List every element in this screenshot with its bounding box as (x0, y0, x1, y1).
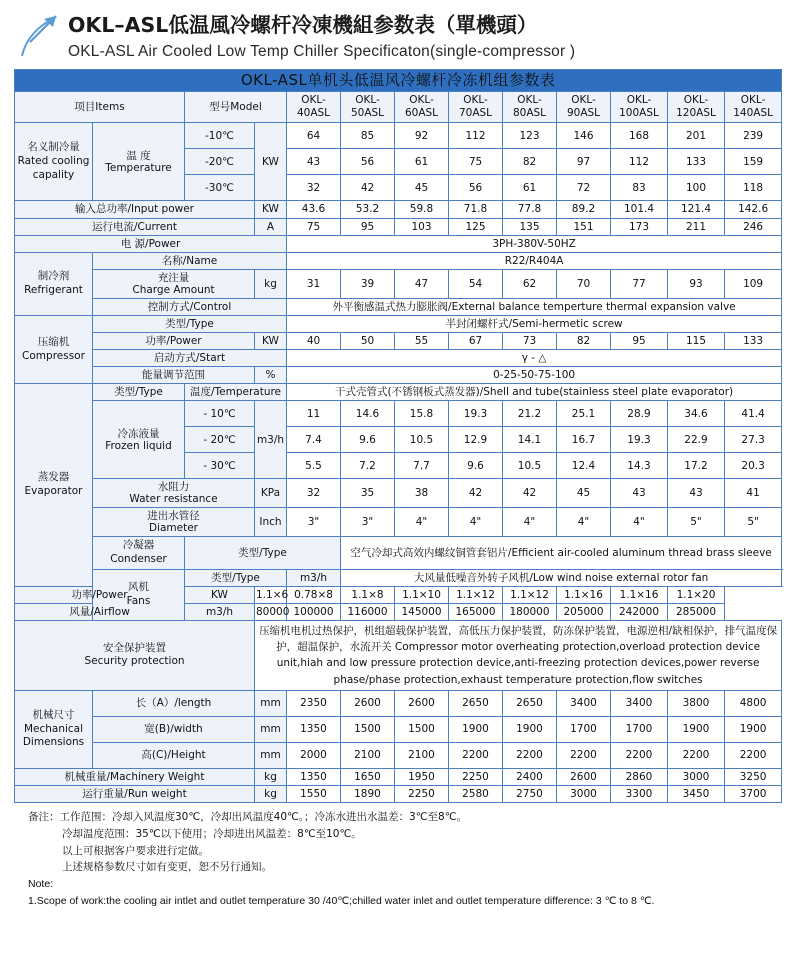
model-col-0: OKL-40ASL (287, 92, 341, 123)
table-cell: 12.4 (557, 453, 611, 479)
table-banner: OKL-ASL单机头低温风冷螺杆冷冻机组参数表 (15, 69, 782, 91)
table-cell: 34.6 (668, 401, 725, 427)
refrigerant-name-label: 名称/Name (93, 252, 287, 269)
table-cell: 242000 (611, 603, 668, 620)
table-cell: 7.4 (287, 427, 341, 453)
table-cell: 3" (341, 508, 395, 537)
table-cell: 4" (611, 508, 668, 537)
compressor-type-value: 半封闭螺杆式/Semi-hermetic screw (287, 315, 782, 332)
table-cell: 1.1×8 (341, 586, 395, 603)
frozen-temp-0: - 10℃ (185, 401, 255, 427)
table-cell: 2750 (503, 786, 557, 803)
table-cell: 93 (668, 269, 725, 298)
table-cell: 45 (395, 175, 449, 201)
length-label: 长（A）/length (93, 690, 255, 716)
table-cell: 109 (725, 269, 782, 298)
table-cell: 2350 (287, 690, 341, 716)
fans-airflow-unit: m3/h (185, 603, 255, 620)
refrigerant-control-value: 外平衡感温式热力膨胀阀/External balance temperture thermal expansion valve (287, 298, 782, 315)
table-cell: 2650 (503, 690, 557, 716)
notes-cn-line-0 (28, 809, 776, 826)
security-label: 安全保护装置 Security protection (15, 620, 255, 690)
table-cell: 285000 (668, 603, 725, 620)
table-cell: 1.1×20 (668, 586, 725, 603)
notes-cn-line-1: 冷却温度范围：35℃以下使用；冷却进出风温差：8℃至10℃。 (62, 827, 362, 840)
frozen-temp-1: - 20℃ (185, 427, 255, 453)
table-cell: 103 (395, 218, 449, 235)
table-cell: 62 (503, 269, 557, 298)
model-col-3: OKL-70ASL (449, 92, 503, 123)
model-col-4: OKL-80ASL (503, 92, 557, 123)
table-cell: 43 (611, 479, 668, 508)
table-cell: 20.3 (725, 453, 782, 479)
frozen-liquid-unit: m3/h (255, 401, 287, 479)
notes-cn-title: 备注： (28, 811, 60, 824)
table-cell: 2200 (611, 742, 668, 768)
table-cell: 142.6 (725, 201, 782, 218)
table-cell: 1900 (725, 716, 782, 742)
table-cell: 11 (287, 401, 341, 427)
table-cell: 211 (668, 218, 725, 235)
table-cell: 5" (668, 508, 725, 537)
table-cell: 1900 (503, 716, 557, 742)
table-cell: 1700 (611, 716, 668, 742)
table-cell: 67 (449, 332, 503, 349)
fans-label: 风机 Fans (93, 569, 185, 620)
condenser-label: 冷凝器 Condenser (93, 537, 185, 569)
table-cell: 43 (668, 479, 725, 508)
table-cell: 3800 (668, 690, 725, 716)
evaporator-type-label: 类型/Type (93, 384, 185, 401)
table-cell: 1350 (287, 768, 341, 785)
table-cell: 95 (341, 218, 395, 235)
table-cell: 2400 (503, 768, 557, 785)
power-supply-value: 3PH-380V-50HZ (287, 235, 782, 252)
table-cell: 5.5 (287, 453, 341, 479)
condenser-type-label: 类型/Type (185, 537, 341, 569)
table-cell: 2600 (395, 690, 449, 716)
current-unit: A (255, 218, 287, 235)
model-col-2: OKL-60ASL (395, 92, 449, 123)
width-label: 宽(B)/width (93, 716, 255, 742)
power-supply-label: 电 源/Power (15, 235, 287, 252)
rated-cooling-label: 名义制冷量 Rated cooling capality (15, 123, 93, 201)
compressor-capacity-label: 能量调节范围 (93, 367, 255, 384)
table-cell: 38 (395, 479, 449, 508)
table-cell: 205000 (557, 603, 611, 620)
table-cell: 3000 (668, 768, 725, 785)
table-cell: 2200 (449, 742, 503, 768)
table-cell: 1550 (287, 786, 341, 803)
table-cell: 3450 (668, 786, 725, 803)
fans-power-label: 功率/Power (15, 586, 185, 603)
fans-power-unit: KW (185, 586, 255, 603)
compressor-capacity-unit: % (255, 367, 287, 384)
table-cell: 100000 (287, 603, 341, 620)
rated-cooling-temp-2: -30℃ (185, 175, 255, 201)
dimensions-label: 机械尺寸 Mechanical Dimensions (15, 690, 93, 768)
table-cell: 4" (503, 508, 557, 537)
table-cell: 14.6 (341, 401, 395, 427)
rated-cooling-temp-0: -10℃ (185, 123, 255, 149)
run-weight-label: 运行重量/Run weight (15, 786, 255, 803)
table-cell: 1.1×16 (611, 586, 668, 603)
security-text (255, 620, 782, 690)
fans-type-label: 类型/Type (185, 569, 287, 586)
table-cell: 14.3 (611, 453, 668, 479)
refrigerant-name-value: R22/R404A (287, 252, 782, 269)
table-cell: 97 (557, 149, 611, 175)
table-cell: 21.2 (503, 401, 557, 427)
table-cell: 3250 (725, 768, 782, 785)
table-cell: 56 (341, 149, 395, 175)
table-cell: 77.8 (503, 201, 557, 218)
table-cell: 42 (503, 479, 557, 508)
table-cell: 135 (503, 218, 557, 235)
table-cell: 100 (668, 175, 725, 201)
table-cell: 112 (449, 123, 503, 149)
table-cell: 75 (449, 149, 503, 175)
notes-cn-line-2: 以上可根据客户要求进行定做。 (62, 844, 209, 857)
compressor-power-unit: KW (255, 332, 287, 349)
model-col-7: OKL-120ASL (668, 92, 725, 123)
table-cell: 73 (503, 332, 557, 349)
rated-cooling-unit: KW (255, 123, 287, 201)
table-cell: 42 (449, 479, 503, 508)
table-cell: 85 (341, 123, 395, 149)
table-cell: 71.8 (449, 201, 503, 218)
table-cell: 1.1×10 (395, 586, 449, 603)
table-cell: 53.2 (341, 201, 395, 218)
table-cell: 43.6 (287, 201, 341, 218)
evaporator-temp-header: 温度/Temperature (185, 384, 287, 401)
table-cell: 2650 (449, 690, 503, 716)
table-cell: 1350 (287, 716, 341, 742)
table-cell: 151 (557, 218, 611, 235)
frozen-temp-2: - 30℃ (185, 453, 255, 479)
table-cell: 1900 (668, 716, 725, 742)
table-cell: 43 (287, 149, 341, 175)
table-cell: 1.1×6 (255, 586, 287, 603)
table-cell: 41 (725, 479, 782, 508)
table-cell: 101.4 (611, 201, 668, 218)
input-power-label: 输入总功率/Input power (15, 201, 255, 218)
table-cell: 133 (725, 332, 782, 349)
diameter-unit: Inch (255, 508, 287, 537)
table-cell: 239 (725, 123, 782, 149)
table-cell: 64 (287, 123, 341, 149)
table-cell: 59.8 (395, 201, 449, 218)
fans-type-value: 大风量低噪音外转子风机/Low wind noise external rotor fan (341, 569, 782, 586)
current-label: 运行电流/Current (15, 218, 255, 235)
compressor-start-value: γ - △ (287, 350, 782, 367)
evaporator-label: 蒸发器 Evaporator (15, 384, 93, 587)
input-power-unit: KW (255, 201, 287, 218)
table-cell: 80000 (255, 603, 287, 620)
table-cell: 72 (557, 175, 611, 201)
table-cell: 201 (668, 123, 725, 149)
table-cell: 159 (725, 149, 782, 175)
table-cell: 7.2 (341, 453, 395, 479)
table-cell: 173 (611, 218, 668, 235)
table-cell: 115 (668, 332, 725, 349)
table-cell: 2200 (503, 742, 557, 768)
table-cell: 1500 (395, 716, 449, 742)
table-cell: 1950 (395, 768, 449, 785)
table-cell: 145000 (395, 603, 449, 620)
table-cell: 75 (287, 218, 341, 235)
table-cell: 22.9 (668, 427, 725, 453)
table-cell: 3300 (611, 786, 668, 803)
table-cell: 125 (449, 218, 503, 235)
frozen-liquid-label: 冷冻液量 Frozen liquid (93, 401, 185, 479)
length-unit: mm (255, 690, 287, 716)
notes-en-title: Note: (28, 878, 54, 891)
compressor-start-label: 启动方式/Start (93, 350, 287, 367)
table-cell: 3700 (725, 786, 782, 803)
table-cell: 1650 (341, 768, 395, 785)
notes-cn-text-0: 工作范围：冷却入风温度30℃，冷却出风温度40℃。；冷冻水进出水温差：3℃至8℃。 (59, 811, 467, 824)
table-cell: 2600 (557, 768, 611, 785)
table-cell: 42 (341, 175, 395, 201)
security-text-en: Compressor motor overheating protection,overload protection device unit,hiah and low pressure protection device,anti-freezing protection devices,power reverse phase/phase protection,exhaust temperature protection,flow switches (276, 641, 761, 686)
table-cell: 16.7 (557, 427, 611, 453)
compressor-capacity-value: 0-25-50-75-100 (287, 367, 782, 384)
table-cell: 39 (341, 269, 395, 298)
height-label: 高(C)/Height (93, 742, 255, 768)
table-cell: 2600 (341, 690, 395, 716)
items-header: 项目Items (15, 92, 185, 123)
refrigerant-control-label: 控制方式/Control (93, 298, 287, 315)
table-cell: 82 (557, 332, 611, 349)
table-cell: 116000 (341, 603, 395, 620)
water-resistance-label: 水阻力 Water resistance (93, 479, 255, 508)
page-title-en: OKL-ASL Air Cooled Low Temp Chiller Specificaton(single-compressor ) (68, 42, 576, 60)
compressor-power-label: 功率/Power (93, 332, 255, 349)
table-cell: 112 (611, 149, 668, 175)
refrigerant-label: 制冷剂 Refrigerant (15, 252, 93, 315)
table-cell: 2580 (449, 786, 503, 803)
notes-cn-line-3: 上述规格参数尺寸如有变更，恕不另行通知。 (62, 861, 272, 874)
table-cell: 32 (287, 479, 341, 508)
fans-type-unit: m3/h (287, 569, 341, 586)
table-cell: 1700 (557, 716, 611, 742)
table-cell: 4800 (725, 690, 782, 716)
machinery-weight-label: 机械重量/Machinery Weight (15, 768, 255, 785)
table-cell: 89.2 (557, 201, 611, 218)
rated-cooling-temp-1: -20℃ (185, 149, 255, 175)
table-cell: 77 (611, 269, 668, 298)
table-cell: 246 (725, 218, 782, 235)
notes-block (14, 809, 776, 910)
table-cell: 4" (395, 508, 449, 537)
table-cell: 83 (611, 175, 668, 201)
document-header (14, 8, 776, 69)
table-cell: 7.7 (395, 453, 449, 479)
table-cell: 3400 (557, 690, 611, 716)
table-cell: 1500 (341, 716, 395, 742)
arrow-swoosh-logo-icon (16, 12, 60, 58)
table-cell: 5" (725, 508, 782, 537)
table-cell: 54 (449, 269, 503, 298)
table-cell: 2100 (395, 742, 449, 768)
table-cell: 146 (557, 123, 611, 149)
table-cell: 10.5 (395, 427, 449, 453)
table-cell: 4" (449, 508, 503, 537)
table-cell: 2250 (449, 768, 503, 785)
table-cell: 40 (287, 332, 341, 349)
table-cell: 3400 (611, 690, 668, 716)
model-col-8: OKL-140ASL (725, 92, 782, 123)
table-cell: 0.78×8 (287, 586, 341, 603)
table-cell: 165000 (449, 603, 503, 620)
width-unit: mm (255, 716, 287, 742)
table-cell: 92 (395, 123, 449, 149)
table-cell: 95 (611, 332, 668, 349)
table-cell: 2200 (668, 742, 725, 768)
table-cell: 55 (395, 332, 449, 349)
fans-airflow-label: 风量/Airflow (15, 603, 185, 620)
table-cell: 47 (395, 269, 449, 298)
table-cell: 118 (725, 175, 782, 201)
machinery-weight-unit: kg (255, 768, 287, 785)
table-cell: 9.6 (449, 453, 503, 479)
table-cell: 56 (449, 175, 503, 201)
table-cell: 2860 (611, 768, 668, 785)
table-cell: 27.3 (725, 427, 782, 453)
table-cell: 2250 (395, 786, 449, 803)
table-cell: 14.1 (503, 427, 557, 453)
table-cell: 12.9 (449, 427, 503, 453)
table-cell: 123 (503, 123, 557, 149)
table-cell: 82 (503, 149, 557, 175)
specification-table (14, 69, 782, 803)
security-text-cn: 压缩机电机过热保护，机组超载保护装置，高低压力保护装置，防冻保护装置，电源逆相/缺相保护，排气温度保护，超温保护，水流开关 (259, 624, 778, 654)
table-cell: 35 (341, 479, 395, 508)
table-cell: 61 (503, 175, 557, 201)
table-cell: 180000 (503, 603, 557, 620)
model-col-6: OKL-100ASL (611, 92, 668, 123)
table-cell: 61 (395, 149, 449, 175)
table-cell: 45 (557, 479, 611, 508)
table-cell: 2200 (557, 742, 611, 768)
table-cell: 32 (287, 175, 341, 201)
table-cell: 2200 (725, 742, 782, 768)
water-resistance-unit: KPa (255, 479, 287, 508)
model-header: 型号Model (185, 92, 287, 123)
refrigerant-charge-unit: kg (255, 269, 287, 298)
table-cell: 121.4 (668, 201, 725, 218)
table-cell: 28.9 (611, 401, 668, 427)
table-cell: 168 (611, 123, 668, 149)
temperature-label: 温 度 Temperature (93, 123, 185, 201)
diameter-label: 进出水管径 Diameter (93, 508, 255, 537)
table-cell: 9.6 (341, 427, 395, 453)
table-cell: 50 (341, 332, 395, 349)
table-cell: 2000 (287, 742, 341, 768)
table-cell: 25.1 (557, 401, 611, 427)
table-cell: 2100 (341, 742, 395, 768)
table-cell: 1.1×12 (503, 586, 557, 603)
table-cell: 1890 (341, 786, 395, 803)
evaporator-type-value: 干式壳管式(不锈钢板式蒸发器)/Shell and tube(stainless steel plate evaporator) (287, 384, 782, 401)
run-weight-unit: kg (255, 786, 287, 803)
table-cell: 19.3 (449, 401, 503, 427)
table-cell: 133 (668, 149, 725, 175)
table-cell: 17.2 (668, 453, 725, 479)
table-cell: 70 (557, 269, 611, 298)
model-col-5: OKL-90ASL (557, 92, 611, 123)
compressor-type-label: 类型/Type (93, 315, 287, 332)
condenser-type-value: 空气冷却式高效内螺纹铜管套铝片/Efficient air-cooled aluminum thread brass sleeve (341, 537, 782, 569)
table-cell: 1900 (449, 716, 503, 742)
table-cell: 19.3 (611, 427, 668, 453)
compressor-label: 压缩机 Compressor (15, 315, 93, 383)
page-title-cn: OKL–ASL低温風冷螺杆冷凍機組参数表（單機頭） (68, 13, 538, 37)
height-unit: mm (255, 742, 287, 768)
table-cell: 1.1×12 (449, 586, 503, 603)
notes-en-line-0: 1.Scope of work:the cooling air intlet and outlet temperature 30 /40℃;chilled water inlet and outlet temperature difference: 3 ℃ to 8 ℃. (28, 895, 655, 908)
model-col-1: OKL-50ASL (341, 92, 395, 123)
table-cell: 4" (557, 508, 611, 537)
refrigerant-charge-label: 充注量 Charge Amount (93, 269, 255, 298)
table-cell: 15.8 (395, 401, 449, 427)
table-cell: 1.1×16 (557, 586, 611, 603)
table-cell: 10.5 (503, 453, 557, 479)
table-cell: 3" (287, 508, 341, 537)
table-cell: 41.4 (725, 401, 782, 427)
table-cell: 3000 (557, 786, 611, 803)
table-cell: 31 (287, 269, 341, 298)
